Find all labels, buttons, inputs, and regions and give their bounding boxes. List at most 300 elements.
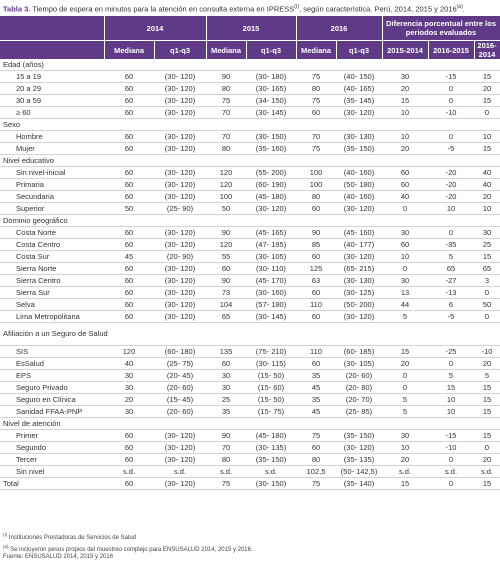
cell: 15 (474, 430, 500, 442)
cell: (45- 165) (246, 227, 296, 239)
cell: 85 (296, 239, 336, 251)
cell: (35- 150) (246, 454, 296, 466)
table-row (0, 370, 500, 382)
cell: 100 (206, 191, 246, 203)
cell: 40 (104, 358, 154, 370)
cell: (30- 120) (154, 227, 206, 239)
cell: (30- 125) (336, 287, 382, 299)
cell: 40 (474, 167, 500, 179)
cell: (30- 115) (246, 358, 296, 370)
cell: (60- 180) (154, 346, 206, 358)
cell: (30- 120) (336, 251, 382, 263)
row-label: Tercer (0, 454, 104, 466)
cell: (30- 150) (246, 478, 296, 490)
table-row (0, 167, 500, 179)
caption-sup-2: (a) (456, 4, 463, 10)
note-1-sup: (I) (3, 532, 8, 537)
table-row (0, 251, 500, 263)
table-row (0, 394, 500, 406)
cell: 120 (206, 239, 246, 251)
row-label: Superior (0, 203, 104, 215)
cell: (30- 120) (154, 311, 206, 323)
cell: (60- 190) (246, 179, 296, 191)
cell: 20 (382, 143, 428, 155)
cell: 75 (296, 95, 336, 107)
cell: 110 (296, 299, 336, 311)
cell: 60 (296, 287, 336, 299)
cell: -15 (428, 430, 474, 442)
cell: 65 (206, 311, 246, 323)
cell: 60 (104, 227, 154, 239)
cell: (30- 145) (246, 311, 296, 323)
cell: 60 (104, 143, 154, 155)
subheader-blank (0, 41, 104, 60)
cell: 90 (296, 227, 336, 239)
cell: 0 (428, 478, 474, 490)
cell: (30- 180) (246, 71, 296, 83)
cell: 20 (382, 83, 428, 95)
row-label: EPS (0, 370, 104, 382)
section-label: Sexo (0, 119, 500, 131)
cell: 5 (428, 370, 474, 382)
table-row (0, 430, 500, 442)
cell: 0 (474, 442, 500, 454)
subheader-0: Mediana (104, 41, 154, 60)
row-label: Lima Metropolitana (0, 311, 104, 323)
cell: (30- 120) (154, 430, 206, 442)
cell: (40- 165) (336, 83, 382, 95)
cell: 20 (382, 454, 428, 466)
note-2 (3, 543, 497, 555)
cell: (15- 50) (246, 394, 296, 406)
cell: 15 (382, 95, 428, 107)
cell: 60 (206, 358, 246, 370)
cell: 15 (474, 143, 500, 155)
cell: 20 (382, 358, 428, 370)
subheader-8: 2016-2014 (474, 41, 500, 60)
cell: 0 (474, 287, 500, 299)
header-diff: Diferencia porcentual entre los periodos evaluados (382, 16, 500, 41)
cell: (35- 140) (336, 478, 382, 490)
cell: 60 (104, 287, 154, 299)
cell: (30- 120) (154, 275, 206, 287)
cell: 125 (296, 263, 336, 275)
cell: 15 (474, 95, 500, 107)
cell: 20 (474, 454, 500, 466)
cell: 90 (206, 275, 246, 287)
table-row (0, 239, 500, 251)
row-label: Sierra Sur (0, 287, 104, 299)
cell: 60 (104, 95, 154, 107)
cell: 100 (296, 167, 336, 179)
section-label: Afiliación a un Seguro de Salud (0, 323, 500, 346)
cell: 30 (382, 71, 428, 83)
cell: (60- 185) (336, 346, 382, 358)
cell: 0 (428, 95, 474, 107)
cell: 80 (296, 191, 336, 203)
cell: 30 (382, 430, 428, 442)
cell: 0 (474, 107, 500, 119)
cell: 60 (206, 263, 246, 275)
cell: -15 (428, 71, 474, 83)
caption-text: Tiempo de espera en minutos para la atención en consulta externa en IPRESS (30, 4, 295, 14)
table-body (0, 59, 500, 490)
cell: 15 (382, 346, 428, 358)
cell: (30- 120) (154, 71, 206, 83)
cell: 80 (206, 83, 246, 95)
cell: s.d. (428, 466, 474, 478)
cell: 10 (382, 131, 428, 143)
cell: (34- 150) (246, 95, 296, 107)
cell: (15- 60) (246, 382, 296, 394)
cell: 60 (104, 191, 154, 203)
cell: s.d. (246, 466, 296, 478)
cell: (30- 120) (336, 203, 382, 215)
cell: 20 (474, 83, 500, 95)
cell: 110 (296, 346, 336, 358)
note-2-text: Se incluyeron pesos propios del muestreo complejo para ENSUSALUD 2014, 2015 y 2016. (8, 546, 253, 553)
row-label: Primaria (0, 179, 104, 191)
cell: (25- 85) (336, 406, 382, 418)
cell: 75 (206, 478, 246, 490)
cell: 5 (382, 311, 428, 323)
cell: 60 (104, 239, 154, 251)
row-label: EsSalud (0, 358, 104, 370)
cell: (35- 135) (336, 454, 382, 466)
cell: 15 (474, 394, 500, 406)
cell: (40- 160) (336, 191, 382, 203)
caption-sup-1: (I) (294, 4, 300, 10)
row-label: Seguro Privado (0, 382, 104, 394)
cell: 5 (382, 394, 428, 406)
section-row (0, 215, 500, 227)
cell: 60 (296, 442, 336, 454)
row-label: Hombre (0, 131, 104, 143)
cell: (15- 45) (154, 394, 206, 406)
cell: 40 (474, 179, 500, 191)
subheader-5: q1-q3 (336, 41, 382, 60)
cell: -25 (428, 346, 474, 358)
cell: (30- 120) (154, 287, 206, 299)
row-label: Primer (0, 430, 104, 442)
cell: 5 (428, 251, 474, 263)
caption-text-2: , según característica. Perú, 2014, 2015 y 2016 (299, 4, 457, 14)
section-row (0, 119, 500, 131)
row-label: Seguro en Clínica (0, 394, 104, 406)
cell: 0 (428, 227, 474, 239)
cell: (30- 105) (336, 358, 382, 370)
table-header (0, 16, 500, 59)
cell: (30- 160) (246, 287, 296, 299)
section-row (0, 155, 500, 167)
cell: (30- 120) (154, 239, 206, 251)
cell: 0 (428, 358, 474, 370)
cell: 75 (296, 478, 336, 490)
table-row (0, 107, 500, 119)
cell: 20 (474, 358, 500, 370)
row-label: 30 a 59 (0, 95, 104, 107)
cell: 60 (104, 275, 154, 287)
cell: (50- 142,5) (336, 466, 382, 478)
cell: (35- 145) (336, 95, 382, 107)
cell: 10 (382, 107, 428, 119)
cell: 65 (428, 263, 474, 275)
table-row (0, 299, 500, 311)
cell: 30 (104, 406, 154, 418)
cell: 10 (382, 251, 428, 263)
table-row (0, 311, 500, 323)
row-label: Costa Centro (0, 239, 104, 251)
cell: (30- 120) (154, 299, 206, 311)
section-row (0, 59, 500, 71)
cell: (55- 200) (246, 167, 296, 179)
cell: 30 (382, 227, 428, 239)
cell: (25- 75) (154, 358, 206, 370)
cell: 10 (428, 406, 474, 418)
cell: 55 (206, 251, 246, 263)
cell: 44 (382, 299, 428, 311)
table-row (0, 478, 500, 490)
cell: (30- 145) (246, 107, 296, 119)
cell: 50 (104, 203, 154, 215)
table-row (0, 442, 500, 454)
row-label: Costa Norte (0, 227, 104, 239)
subheader-3: q1-q3 (246, 41, 296, 60)
cell: 15 (474, 71, 500, 83)
row-label: Sierra Centro (0, 275, 104, 287)
cell: (30- 120) (154, 107, 206, 119)
subheader-1: q1-q3 (154, 41, 206, 60)
cell: 15 (382, 478, 428, 490)
table-row (0, 263, 500, 275)
cell: s.d. (382, 466, 428, 478)
cell: (65- 215) (336, 263, 382, 275)
table-row (0, 358, 500, 370)
header-year-2016: 2016 (296, 16, 382, 41)
cell: 75 (206, 95, 246, 107)
table-row (0, 179, 500, 191)
cell: (20- 70) (336, 394, 382, 406)
cell: (30- 120) (154, 167, 206, 179)
cell: (47- 195) (246, 239, 296, 251)
cell: 45 (296, 406, 336, 418)
cell: 90 (206, 71, 246, 83)
cell: (30- 120) (336, 107, 382, 119)
cell: 60 (104, 167, 154, 179)
cell: 40 (382, 191, 428, 203)
cell: 63 (296, 275, 336, 287)
cell: (20- 60) (154, 382, 206, 394)
cell: (35- 160) (246, 143, 296, 155)
cell: 60 (104, 179, 154, 191)
cell: 65 (474, 263, 500, 275)
cell: 75 (296, 71, 336, 83)
cell: 10 (428, 394, 474, 406)
cell: 60 (104, 478, 154, 490)
cell: 5 (382, 406, 428, 418)
row-label: Sanidad FFAA-PNP (0, 406, 104, 418)
cell: 60 (296, 107, 336, 119)
table-row (0, 382, 500, 394)
cell: 50 (206, 203, 246, 215)
cell: 30 (104, 382, 154, 394)
table-row (0, 143, 500, 155)
cell: (30- 120) (154, 131, 206, 143)
table-row (0, 346, 500, 358)
cell: 0 (428, 83, 474, 95)
cell: -10 (428, 107, 474, 119)
cell: (30- 120) (246, 203, 296, 215)
section-row (0, 323, 500, 346)
cell: 73 (206, 287, 246, 299)
cell: (30- 120) (154, 263, 206, 275)
table-row (0, 203, 500, 215)
cell: 70 (206, 107, 246, 119)
cell: (30- 105) (246, 251, 296, 263)
cell: (30- 165) (246, 83, 296, 95)
section-label: Dominio geográfico (0, 215, 500, 227)
table-row (0, 406, 500, 418)
cell: 35 (296, 370, 336, 382)
cell: 25 (474, 239, 500, 251)
cell: 60 (296, 311, 336, 323)
cell: (30- 120) (154, 143, 206, 155)
cell: (30- 120) (154, 454, 206, 466)
cell: 0 (382, 382, 428, 394)
cell: 90 (206, 227, 246, 239)
cell: s.d. (474, 466, 500, 478)
cell: 15 (474, 251, 500, 263)
cell: (30- 120) (154, 95, 206, 107)
cell: (20- 60) (154, 406, 206, 418)
cell: 60 (104, 107, 154, 119)
cell: 100 (296, 179, 336, 191)
row-label: ≥ 60 (0, 107, 104, 119)
cell: 60 (382, 167, 428, 179)
cell: 104 (206, 299, 246, 311)
cell: 0 (428, 454, 474, 466)
table-row (0, 131, 500, 143)
header-year-2015: 2015 (206, 16, 296, 41)
cell: 50 (474, 299, 500, 311)
table-row (0, 454, 500, 466)
cell: (30- 135) (246, 442, 296, 454)
cell: 80 (206, 454, 246, 466)
cell: (30- 130) (336, 131, 382, 143)
cell: -27 (428, 275, 474, 287)
table-notes (3, 531, 497, 562)
cell: 75 (296, 143, 336, 155)
cell: 0 (382, 370, 428, 382)
cell: (30- 130) (336, 275, 382, 287)
cell: 45 (104, 251, 154, 263)
cell: (25- 90) (154, 203, 206, 215)
cell: 10 (382, 442, 428, 454)
cell: (15- 75) (246, 406, 296, 418)
row-label: 15 a 19 (0, 71, 104, 83)
cell: 15 (474, 382, 500, 394)
table-caption (3, 3, 497, 14)
cell: 90 (206, 430, 246, 442)
cell: 20 (474, 191, 500, 203)
cell: 60 (104, 131, 154, 143)
cell: 80 (206, 143, 246, 155)
cell: 80 (296, 454, 336, 466)
note-1 (3, 531, 497, 543)
row-label: Secundaria (0, 191, 104, 203)
cell: 0 (382, 203, 428, 215)
cell: (50- 180) (336, 179, 382, 191)
section-label: Edad (años) (0, 59, 500, 71)
cell: s.d. (206, 466, 246, 478)
cell: 135 (206, 346, 246, 358)
table-row (0, 275, 500, 287)
cell: 60 (382, 179, 428, 191)
table-row (0, 227, 500, 239)
cell: (30- 120) (154, 442, 206, 454)
cell: (30- 120) (154, 179, 206, 191)
cell: 60 (382, 239, 428, 251)
table-row (0, 83, 500, 95)
row-label: Sierra Norte (0, 263, 104, 275)
cell: -20 (428, 191, 474, 203)
cell: 6 (428, 299, 474, 311)
row-label: Selva (0, 299, 104, 311)
cell: 75 (296, 430, 336, 442)
cell: 10 (428, 203, 474, 215)
cell: 10 (474, 203, 500, 215)
cell: 0 (428, 131, 474, 143)
section-label: Nivel de atención (0, 418, 500, 430)
cell: 13 (382, 287, 428, 299)
cell: -5 (428, 143, 474, 155)
cell: -5 (428, 311, 474, 323)
cell: (30- 120) (154, 191, 206, 203)
row-label: Sin nivel-inicial (0, 167, 104, 179)
cell: 60 (104, 454, 154, 466)
row-label: 20 a 29 (0, 83, 104, 95)
cell: 15 (474, 406, 500, 418)
cell: (20- 80) (336, 382, 382, 394)
cell: 102,5 (296, 466, 336, 478)
cell: 30 (206, 382, 246, 394)
cell: (50- 200) (336, 299, 382, 311)
cell: 70 (206, 131, 246, 143)
header-year-2014: 2014 (104, 16, 206, 41)
row-label: Segundo (0, 442, 104, 454)
header-blank (0, 16, 104, 41)
cell: 0 (474, 311, 500, 323)
cell: (45- 170) (246, 275, 296, 287)
cell: 60 (104, 442, 154, 454)
waiting-time-table (0, 16, 500, 490)
cell: 120 (206, 167, 246, 179)
cell: (40- 160) (336, 167, 382, 179)
section-row (0, 418, 500, 430)
subheader-2: Mediana (206, 41, 246, 60)
table-row (0, 287, 500, 299)
cell: (75- 210) (246, 346, 296, 358)
cell: -10 (474, 346, 500, 358)
cell: s.d. (104, 466, 154, 478)
cell: (40- 150) (336, 71, 382, 83)
cell: 30 (474, 227, 500, 239)
cell: 35 (296, 394, 336, 406)
row-label: Total (0, 478, 104, 490)
cell: (40- 177) (336, 239, 382, 251)
subheader-4: Mediana (296, 41, 336, 60)
cell: -13 (428, 287, 474, 299)
